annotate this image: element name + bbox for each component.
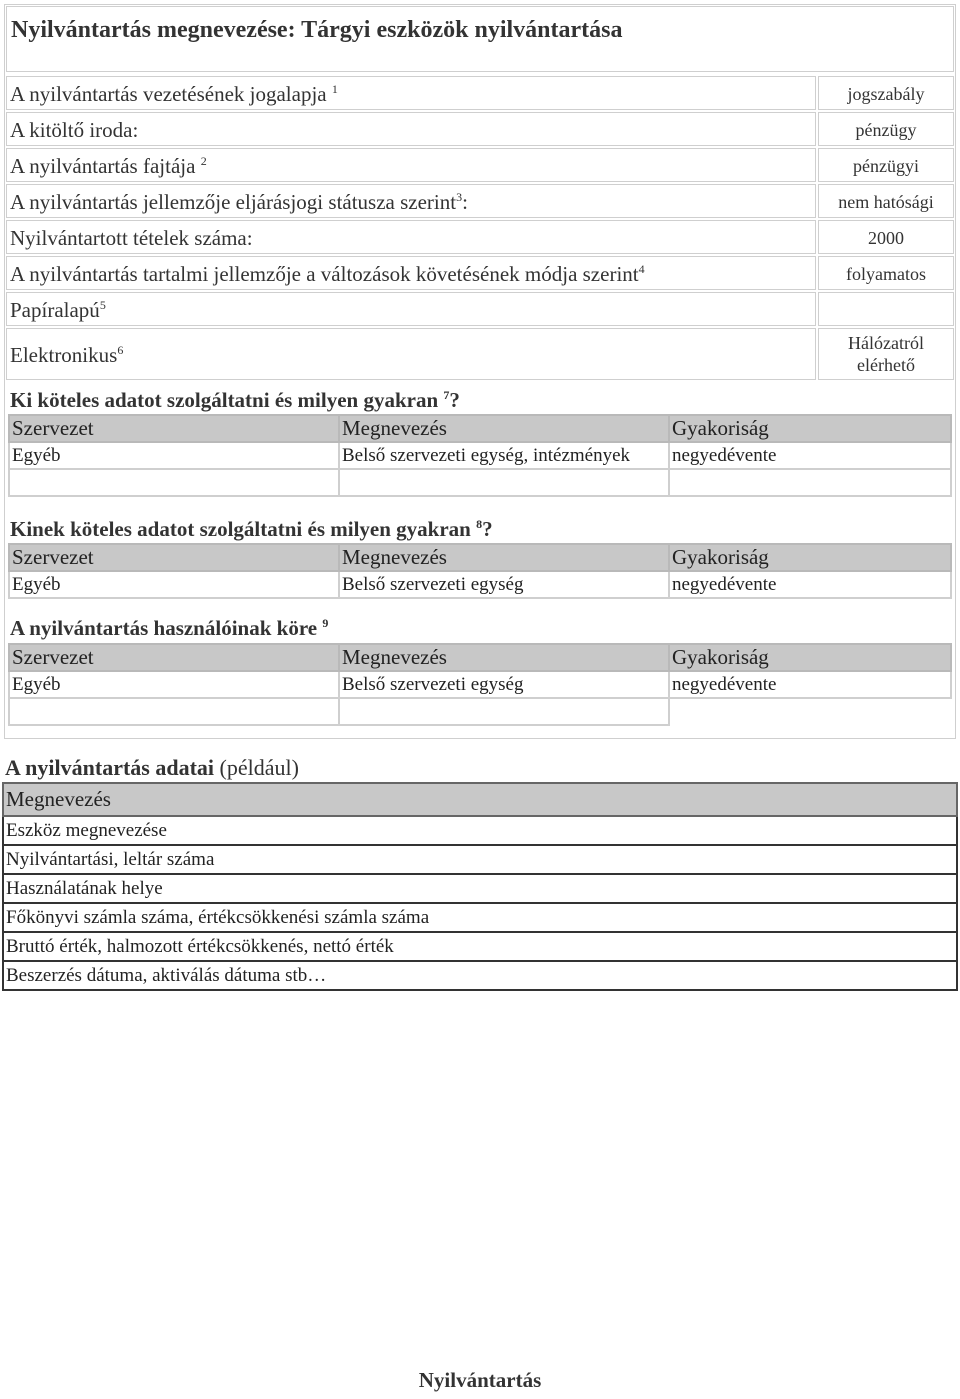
table-row (9, 469, 951, 496)
table-cell: negyedévente (669, 671, 951, 698)
col-header: Megnevezés (339, 544, 669, 571)
q2-heading: Kinek köteles adatot szolgáltatni és milyen gyakran (10, 517, 471, 541)
col-header: Szervezet (9, 644, 339, 671)
info-value-cell (818, 220, 954, 254)
table-cell: Eszköz megnevezése (3, 816, 957, 845)
footnote-ref: 3 (456, 190, 463, 204)
table-row (9, 698, 951, 725)
q2-suffix: ? (482, 517, 493, 541)
footnote-ref: 9 (322, 616, 329, 630)
table-row (3, 903, 957, 932)
table-cell: negyedévente (669, 442, 951, 469)
data-fields-table (2, 782, 958, 991)
info-label-cell (6, 112, 816, 146)
status-label: A nyilvántartás jellemzője eljárásjogi státusza szerint (10, 190, 457, 214)
table-cell: Beszerzés dátuma, aktiválás dátuma stb… (3, 961, 957, 990)
type-value: pénzügyi (853, 156, 919, 176)
col-header: Gyakoriság (669, 644, 951, 671)
table-cell (339, 469, 669, 496)
table-cell: Egyéb (9, 442, 339, 469)
col-header: Megnevezés (3, 783, 957, 816)
footnote-ref: 2 (200, 154, 207, 168)
table-cell: Használatának helye (3, 874, 957, 903)
footnote-ref: 5 (99, 298, 106, 312)
table-cell: Belső szervezeti egység (339, 671, 669, 698)
table-row (3, 845, 957, 874)
q1-suffix: ? (449, 388, 460, 412)
item-count-label: Nyilvántartott tételek száma: (10, 226, 253, 250)
col-header: Szervezet (9, 415, 339, 442)
table-cell (669, 469, 951, 496)
footnote-ref: 1 (331, 82, 338, 96)
office-value: pénzügy (855, 120, 917, 140)
table-cell: Belső szervezeti egység, intézmények (339, 442, 669, 469)
page-footer: Nyilvántartás (418, 1368, 542, 1392)
table-row (9, 671, 951, 698)
table-header-row (3, 783, 957, 816)
legal-basis-value: jogszabály (847, 84, 925, 104)
footnote-ref: 6 (117, 343, 124, 357)
info-label-cell (6, 76, 816, 110)
users-table (8, 643, 952, 726)
electronic-label: Elektronikus (10, 343, 118, 367)
col-header: Szervezet (9, 544, 339, 571)
footnote-ref: 7 (443, 388, 450, 402)
footnote-ref: 8 (476, 517, 483, 531)
table-cell: Egyéb (9, 671, 339, 698)
status-value: nem hatósági (838, 192, 934, 212)
table-cell: Nyilvántartási, leltár száma (3, 845, 957, 874)
content-label: A nyilvántartás tartalmi jellemzője a változások követésének módja szerint (10, 262, 639, 286)
legal-basis-label: A nyilvántartás vezetésének jogalapja (10, 82, 327, 106)
content-value: folyamatos (846, 264, 926, 284)
info-value-cell (818, 292, 954, 326)
info-value-cell (818, 256, 954, 290)
table-cell: Bruttó érték, halmozott értékcsökkenés, nettó érték (3, 932, 957, 961)
info-value-cell (818, 184, 954, 218)
col-header: Gyakoriság (669, 415, 951, 442)
table-row (3, 932, 957, 961)
info-label-cell (6, 328, 816, 380)
table-cell: Főkönyvi számla száma, értékcsökkenési számla száma (3, 903, 957, 932)
electronic-value-line1: Hálózatról (848, 333, 924, 353)
table-header-row (9, 644, 951, 671)
info-value-cell (818, 112, 954, 146)
table-cell: Belső szervezeti egység (339, 571, 669, 598)
providers-table (8, 414, 952, 497)
table-row (3, 961, 957, 990)
table-cell (339, 698, 669, 725)
q1-heading: Ki köteles adatot szolgáltatni és milyen gyakran (10, 388, 439, 412)
info-value-cell (818, 76, 954, 110)
table-row (9, 571, 951, 598)
table-row (3, 816, 957, 845)
office-label: A kitöltő iroda: (10, 118, 139, 142)
recipients-table (8, 543, 952, 599)
page-title: Nyilvántartás megnevezése: Tárgyi eszközök nyilvántartása (11, 17, 623, 43)
table-cell (9, 698, 339, 725)
table-cell (9, 469, 339, 496)
table-cell-empty (669, 698, 951, 725)
table-header-row (9, 415, 951, 442)
status-label-suffix: : (462, 190, 468, 214)
info-label-cell (6, 220, 816, 254)
title-cell (6, 6, 954, 72)
table-row (3, 874, 957, 903)
item-count-value: 2000 (868, 228, 904, 248)
col-header: Megnevezés (339, 415, 669, 442)
table-row (9, 442, 951, 469)
info-label-cell (6, 292, 816, 326)
electronic-value-line2: elérhető (857, 355, 915, 375)
data-section-subtitle: (például) (214, 755, 299, 780)
data-section-title: A nyilvántartás adatai (5, 755, 215, 780)
paper-label: Papíralapú (10, 298, 100, 322)
table-header-row (9, 544, 951, 571)
footnote-ref: 4 (638, 262, 645, 276)
info-value-cell (818, 148, 954, 182)
q3-heading: A nyilvántartás használóinak köre (10, 616, 318, 640)
info-label-cell (6, 148, 816, 182)
col-header: Gyakoriság (669, 544, 951, 571)
table-cell: negyedévente (669, 571, 951, 598)
info-label-cell (6, 184, 816, 218)
col-header: Megnevezés (339, 644, 669, 671)
info-label-cell (6, 256, 816, 290)
info-value-cell (818, 328, 954, 380)
table-cell: Egyéb (9, 571, 339, 598)
type-label: A nyilvántartás fajtája (10, 154, 196, 178)
